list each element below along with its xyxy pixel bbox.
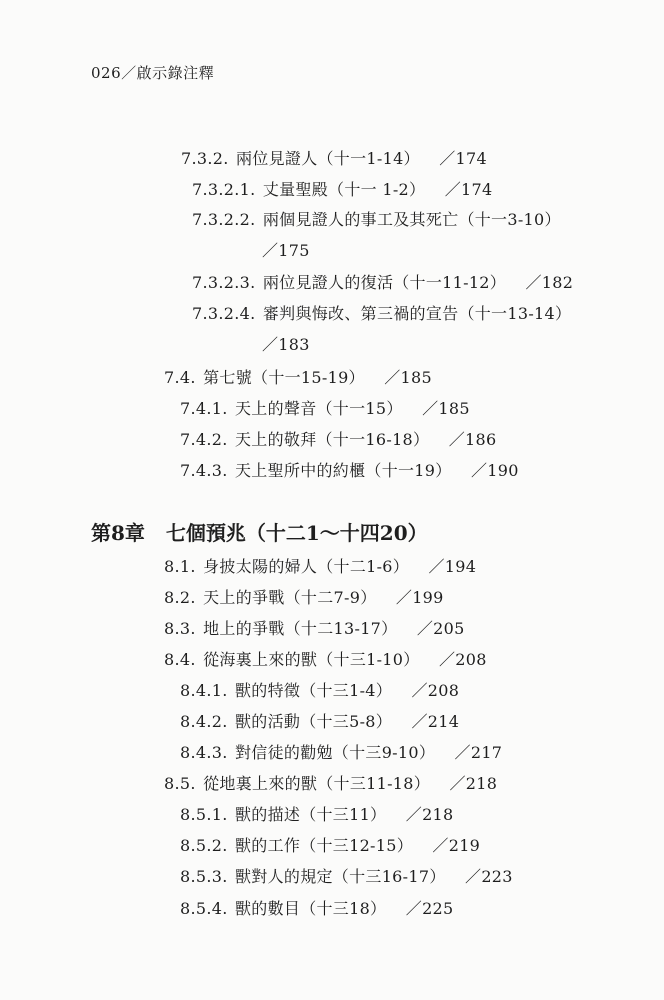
entry-number: 7.4.3. (180, 461, 228, 480)
entry-title: 身披太陽的婦人（十二1-6） (203, 557, 410, 576)
entry-number: 8.5.3. (180, 867, 228, 886)
entry-title: 兩位見證人（十一1-14） (236, 149, 420, 168)
toc-entry (180, 740, 502, 763)
toc-entry (180, 833, 480, 856)
entry-page: ／219 (432, 836, 481, 855)
toc-entry (180, 396, 470, 419)
entry-page: ／194 (428, 557, 477, 576)
entry-number: 7.3.2.2. (192, 210, 256, 229)
chapter-heading (91, 517, 428, 546)
entry-number: 7.3.2.1. (192, 180, 256, 199)
entry-number: 8.4.3. (180, 743, 228, 762)
entry-page: ／205 (416, 619, 465, 638)
toc-entry (181, 146, 487, 169)
entry-title: 審判與悔改、第三禍的宣告（十一13-14） (262, 304, 572, 323)
page-header: 026／啟示錄注釋 (91, 64, 215, 82)
entry-page: ／183 (262, 335, 310, 354)
entry-title: 獸的描述（十三11） (235, 805, 387, 824)
toc-entry (192, 301, 585, 324)
entry-page: ／182 (525, 273, 574, 292)
entry-page: ／214 (411, 712, 460, 731)
entry-title: 獸的特徵（十三1-4） (235, 681, 393, 700)
toc-entry (180, 896, 454, 919)
toc-entry (164, 771, 497, 794)
toc-entry (180, 678, 459, 701)
chapter-label: 第8章 (91, 521, 145, 545)
entry-number: 8.5.4. (180, 899, 228, 918)
entry-page: ／208 (411, 681, 460, 700)
toc-entry (164, 647, 487, 670)
entry-title: 兩個見證人的事工及其死亡（十一3-10） (262, 210, 561, 229)
chapter-title: 七個預兆（十二1～十四20） (165, 521, 428, 545)
entry-number: 7.4. (164, 368, 196, 387)
entry-title: 天上的聲音（十一15） (235, 399, 403, 418)
toc-entry-continuation (262, 332, 310, 355)
toc-entry (164, 585, 444, 608)
entry-page: ／208 (438, 650, 487, 669)
entry-page: ／185 (384, 368, 432, 387)
toc-entry (180, 802, 454, 825)
entry-page: ／185 (422, 399, 470, 418)
entry-number: 7.4.2. (180, 430, 228, 449)
entry-title: 丈量聖殿（十一 1-2） (262, 180, 426, 199)
entry-title: 從海裏上來的獸（十三1-10） (203, 650, 420, 669)
entry-number: 8.4. (164, 650, 196, 669)
entry-page: ／186 (448, 430, 497, 449)
toc-entry (192, 270, 573, 293)
entry-number: 7.4.1. (180, 399, 228, 418)
entry-number: 8.5.2. (180, 836, 228, 855)
entry-title: 從地裏上來的獸（十三11-18） (203, 774, 431, 793)
entry-page: ／218 (405, 805, 454, 824)
toc-entry (164, 616, 465, 639)
entry-title: 第七號（十一15-19） (203, 368, 365, 387)
entry-page: ／190 (470, 461, 519, 480)
entry-title: 天上的敬拜（十一16-18） (235, 430, 430, 449)
entry-title: 對信徒的勸勉（十三9-10） (235, 743, 436, 762)
entry-number: 7.3.2. (181, 149, 229, 168)
entry-title: 獸的活動（十三5-8） (235, 712, 393, 731)
toc-entry (192, 207, 575, 230)
entry-title: 天上的爭戰（十二7-9） (203, 588, 377, 607)
entry-number: 7.3.2.3. (192, 273, 256, 292)
toc-entry (180, 709, 459, 732)
entry-number: 8.5.1. (180, 805, 228, 824)
entry-page: ／218 (449, 774, 498, 793)
entry-number: 8.3. (164, 619, 196, 638)
toc-entry (164, 365, 432, 388)
entry-page: ／217 (454, 743, 503, 762)
entry-title: 獸的工作（十三12-15） (235, 836, 414, 855)
entry-number: 8.2. (164, 588, 196, 607)
entry-number: 8.4.1. (180, 681, 228, 700)
entry-number: 8.1. (164, 557, 196, 576)
entry-number: 7.3.2.4. (192, 304, 256, 323)
entry-title: 天上聖所中的約櫃（十一19） (235, 461, 452, 480)
entry-page: ／223 (465, 867, 513, 886)
entry-title: 兩位見證人的復活（十一11-12） (262, 273, 507, 292)
entry-page: ／174 (444, 180, 493, 199)
toc-entry (192, 177, 492, 200)
entry-page: ／225 (405, 899, 454, 918)
entry-title: 地上的爭戰（十二13-17） (203, 619, 398, 638)
entry-number: 8.4.2. (180, 712, 228, 731)
toc-entry (180, 427, 496, 450)
entry-title: 獸的數目（十三18） (235, 899, 387, 918)
entry-page: ／199 (395, 588, 444, 607)
entry-page: ／174 (439, 149, 487, 168)
entry-number: 8.5. (164, 774, 196, 793)
toc-entry (180, 458, 519, 481)
toc-entry (164, 554, 476, 577)
entry-title: 獸對人的規定（十三16-17） (235, 867, 446, 886)
toc-entry-continuation (262, 238, 310, 261)
entry-page: ／175 (262, 241, 310, 260)
toc-entry (180, 864, 513, 887)
